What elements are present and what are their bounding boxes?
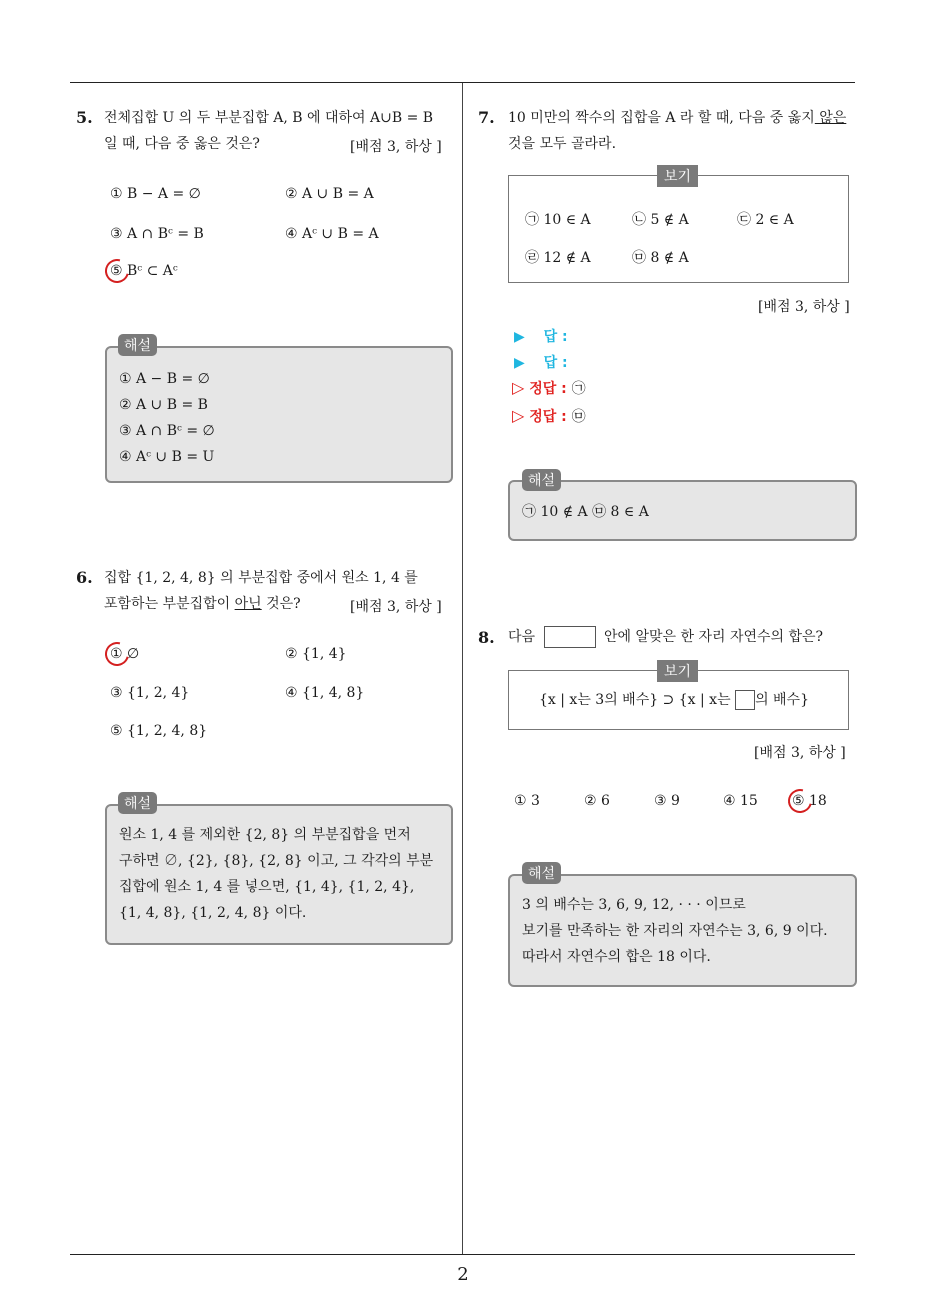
bogi-item: ㉡ 5 ∉ A: [632, 212, 689, 228]
text-span: 10 미만의 짝수의 집합을 A 라 할 때, 다음 중 옳지: [508, 110, 815, 126]
choice-1[interactable]: ① 3: [514, 793, 540, 809]
explanation-line: 구하면 ∅, {2}, {8}, {2, 8} 이고, 그 각각의 부분: [119, 853, 434, 869]
choice-3[interactable]: ③ A ∩ Bᶜ = B: [110, 226, 204, 242]
explanation-tab: 해설: [522, 862, 561, 884]
bogi-item: ㉢ 2 ∈ A: [737, 212, 794, 228]
choice-1[interactable]: ① ∅: [110, 646, 140, 662]
answer-circle-mark: [101, 255, 134, 288]
play-icon: ▶: [514, 355, 525, 371]
explanation-line: 원소 1, 4 를 제외한 {2, 8} 의 부분집합을 먼저: [119, 827, 411, 843]
question-number: 5.: [76, 108, 93, 127]
correct-answer-value: ㉠: [571, 381, 586, 397]
choice-2[interactable]: ② 6: [584, 793, 610, 809]
column-divider: [462, 83, 463, 1254]
choice-2[interactable]: ② {1, 4}: [285, 646, 347, 662]
outline-triangle-icon: ▷: [512, 378, 525, 397]
explanation-box: [508, 874, 857, 987]
explanation-line: 3 의 배수는 3, 6, 9, 12, · · · 이므로: [522, 897, 746, 913]
correct-answer-row-1: [512, 378, 586, 398]
bogi-box: [508, 175, 849, 283]
choice-1[interactable]: ① B − A = ∅: [110, 186, 201, 202]
explanation-line: ㉠ 10 ∉ A ㉤ 8 ∈ A: [522, 504, 649, 520]
question-number: 7.: [478, 108, 495, 127]
explanation-box: [105, 804, 453, 945]
bogi-tab: 보기: [657, 165, 698, 187]
bogi-item: ㉠ 10 ∈ A: [525, 212, 591, 228]
correct-answer-value: ㉤: [571, 409, 586, 425]
explanation-line: 따라서 자연수의 합은 18 이다.: [522, 949, 711, 965]
text-span: {x | x는 3의 배수} ⊃ {x | x는: [539, 692, 731, 708]
text-span: 의 배수}: [755, 692, 809, 708]
text-span: 안에 알맞은 한 자리 자연수의 합은?: [603, 629, 824, 645]
bogi-item: ㉤ 8 ∉ A: [632, 250, 689, 266]
question-text-line2: [104, 590, 301, 618]
text-span: 포함하는 부분집합이: [104, 596, 235, 612]
score-label: [배점 3, 하상 ]: [350, 139, 442, 155]
answer-label: 답 :: [543, 329, 568, 345]
answer-circle-mark: [784, 785, 817, 818]
bogi-expression: [539, 689, 809, 710]
question-text-line2: 것을 모두 골라라.: [508, 136, 617, 152]
choice-2[interactable]: ② A ∪ B = A: [285, 186, 374, 202]
answer-row-1: [514, 326, 568, 346]
score-label: [배점 3, 하상 ]: [758, 299, 850, 315]
choice-3[interactable]: ③ 9: [654, 793, 680, 809]
page-number: 2: [457, 1264, 469, 1285]
explanation-line: 보기를 만족하는 한 자리의 자연수는 3, 6, 9 이다.: [522, 923, 828, 939]
question-number: 6.: [76, 568, 93, 587]
explanation-tab: 해설: [118, 792, 157, 814]
score-label: [배점 3, 하상 ]: [350, 599, 442, 615]
explanation-line: ① A − B = ∅: [119, 371, 210, 387]
choice-5[interactable]: ⑤ {1, 2, 4, 8}: [110, 723, 208, 739]
score-label: [배점 3, 하상 ]: [754, 745, 846, 761]
answer-label: 답 :: [543, 355, 568, 371]
question-number: 8.: [478, 628, 495, 647]
explanation-line: {1, 4, 8}, {1, 2, 4, 8} 이다.: [119, 905, 307, 921]
blank-box: [544, 626, 596, 648]
underlined-word: 않은: [814, 110, 847, 126]
explanation-tab: 해설: [522, 469, 561, 491]
explanation-line: ③ A ∩ Bᶜ = ∅: [119, 423, 215, 439]
choice-4[interactable]: ④ {1, 4, 8}: [285, 685, 365, 701]
explanation-box: [508, 480, 857, 541]
outline-triangle-icon: ▷: [512, 406, 525, 425]
question-text-line1: [508, 104, 846, 132]
bogi-tab: 보기: [657, 660, 698, 682]
answer-row-2: [514, 352, 568, 372]
explanation-box: [105, 346, 453, 483]
explanation-tab: 해설: [118, 334, 157, 356]
question-text-line2: 일 때, 다음 중 옳은 것은?: [104, 136, 260, 152]
choice-4[interactable]: ④ Aᶜ ∪ B = A: [285, 226, 379, 242]
question-text-line1: 집합 {1, 2, 4, 8} 의 부분집합 중에서 원소 1, 4 를: [104, 570, 418, 586]
underlined-word: 아닌: [234, 596, 262, 612]
bogi-item: ㉣ 12 ∉ A: [525, 250, 591, 266]
explanation-line: 집합에 원소 1, 4 를 넣으면, {1, 4}, {1, 2, 4},: [119, 879, 415, 895]
correct-answer-row-2: [512, 406, 586, 426]
explanation-line: ② A ∪ B = B: [119, 397, 208, 413]
play-icon: ▶: [514, 329, 525, 345]
blank-box: [735, 690, 755, 710]
choice-4[interactable]: ④ 15: [723, 793, 758, 809]
question-text-line1: [508, 623, 823, 651]
question-text-line1: 전체집합 U 의 두 부분집합 A, B 에 대하여 A∪B = B: [104, 110, 434, 126]
correct-answer-label: 정답 :: [529, 381, 567, 397]
text-span: 것은?: [261, 596, 301, 612]
answer-circle-mark: [101, 638, 134, 671]
bottom-rule: [70, 1254, 855, 1255]
choice-5[interactable]: ⑤ 18: [792, 793, 827, 809]
choice-5[interactable]: ⑤ Bᶜ ⊂ Aᶜ: [110, 263, 178, 279]
correct-answer-label: 정답 :: [529, 409, 567, 425]
choice-3[interactable]: ③ {1, 2, 4}: [110, 685, 190, 701]
text-span: 다음: [508, 629, 536, 645]
explanation-line: ④ Aᶜ ∪ B = U: [119, 449, 215, 465]
